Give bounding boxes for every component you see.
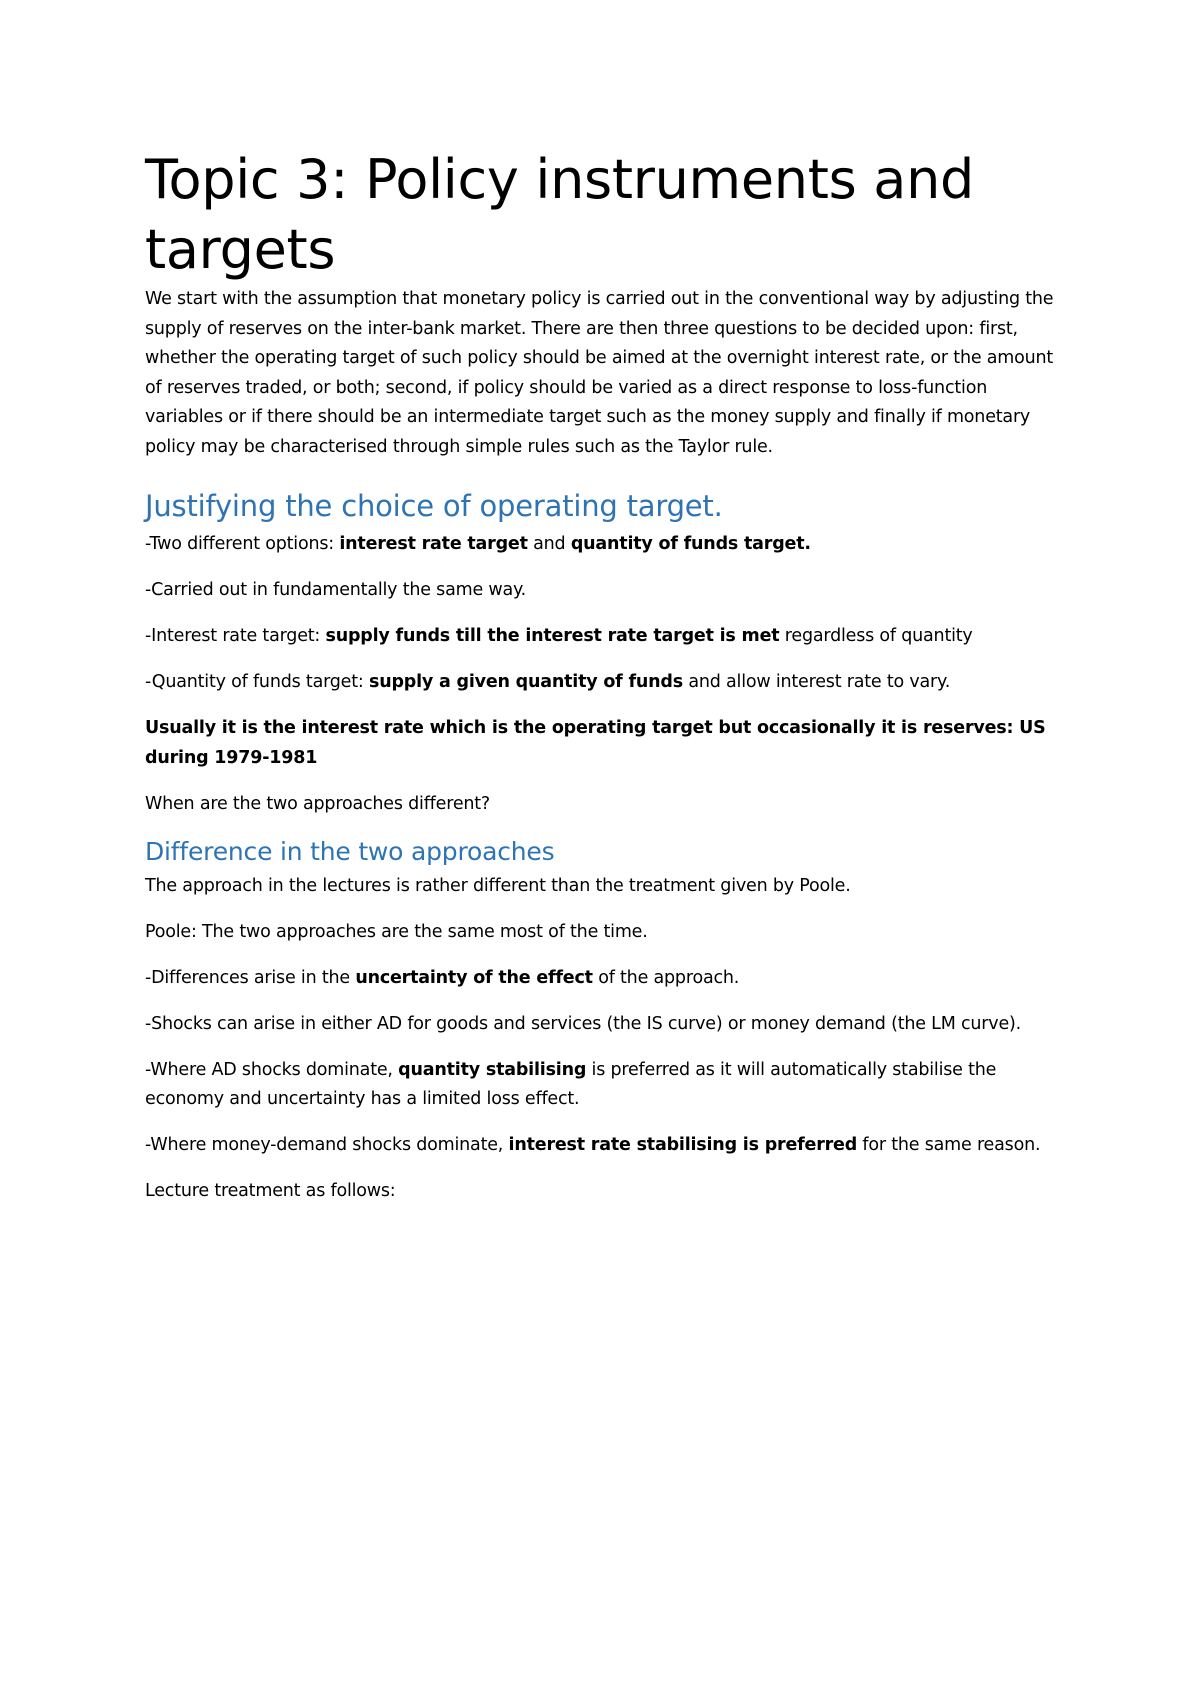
ad-text-2: is preferred as it will automatically stabilise the economy and uncertainty has a limited loss effect.: [145, 1059, 997, 1109]
options-text: -Two different options:: [145, 534, 340, 554]
shocks-line: -Shocks can arise in either AD for goods and services (the IS curve) or money demand (the LM curve).: [145, 1013, 1022, 1034]
ad-text: -Where AD shocks dominate,: [145, 1059, 399, 1080]
quantity-target-line: [145, 668, 1065, 698]
document-body: [145, 145, 1065, 1223]
options-bold-2: quantity of funds target.: [570, 534, 811, 554]
same-way-line: -Carried out in fundamentally the same way.: [145, 580, 527, 600]
irt-text: -Interest rate target:: [145, 626, 326, 646]
irt-bold: supply funds till the interest rate target is met: [325, 626, 780, 646]
diff-text-2: of the approach.: [592, 967, 740, 988]
page-title: Topic 3: Policy instruments and targets: [145, 148, 974, 281]
md-text-2: for the same reason.: [857, 1135, 1041, 1155]
differences-line: [145, 964, 1065, 994]
question-line: When are the two approaches different?: [145, 793, 491, 814]
md-text: -Where money-demand shocks dominate,: [145, 1135, 509, 1155]
ad-bold: quantity stabilising: [398, 1059, 587, 1080]
qt-text-2: and allow interest rate to vary.: [682, 672, 951, 692]
intro-paragraph: We start with the assumption that monetary policy is carried out in the conventional way by adjusting the supply of reserves on the inter-bank market. There are then three questions to be decided upon: first, whether the operating target of such policy should be aimed at the overnight interest rate, or the amount of reserves traded, or both; second, if policy should be varied as a direct response to loss-function variables or if there should be an intermediate target such as the money supply and finally if monetary policy may be characterised through simple rules such as the Taylor rule.: [145, 289, 1054, 457]
section-heading-operating-target: Justifying the choice of operating target.: [145, 489, 723, 523]
approach-line: The approach in the lectures is rather different than the treatment given by Poole.: [145, 875, 851, 896]
options-text-2: and: [527, 534, 571, 554]
ad-shocks-line: [145, 1056, 1065, 1115]
qt-bold: supply a given quantity of funds: [368, 672, 683, 692]
poole-line: Poole: The two approaches are the same most of the time.: [145, 921, 648, 942]
interest-rate-target-line: [145, 622, 1065, 652]
money-demand-line: [145, 1131, 1065, 1161]
irt-text-2: regardless of quantity: [779, 626, 973, 646]
diff-text: -Differences arise in the: [145, 967, 356, 988]
options-bold-1: interest rate target: [339, 534, 528, 554]
usually-line: Usually it is the interest rate which is the operating target but occasionally it is reserves: US during 1979-1981: [145, 718, 1046, 768]
diff-bold: uncertainty of the effect: [355, 967, 593, 988]
lecture-line: Lecture treatment as follows:: [145, 1181, 396, 1201]
md-bold: interest rate stabilising is preferred: [508, 1135, 858, 1155]
qt-text: -Quantity of funds target:: [145, 672, 369, 692]
options-line: [145, 530, 1065, 560]
section-heading-difference: Difference in the two approaches: [145, 836, 555, 866]
